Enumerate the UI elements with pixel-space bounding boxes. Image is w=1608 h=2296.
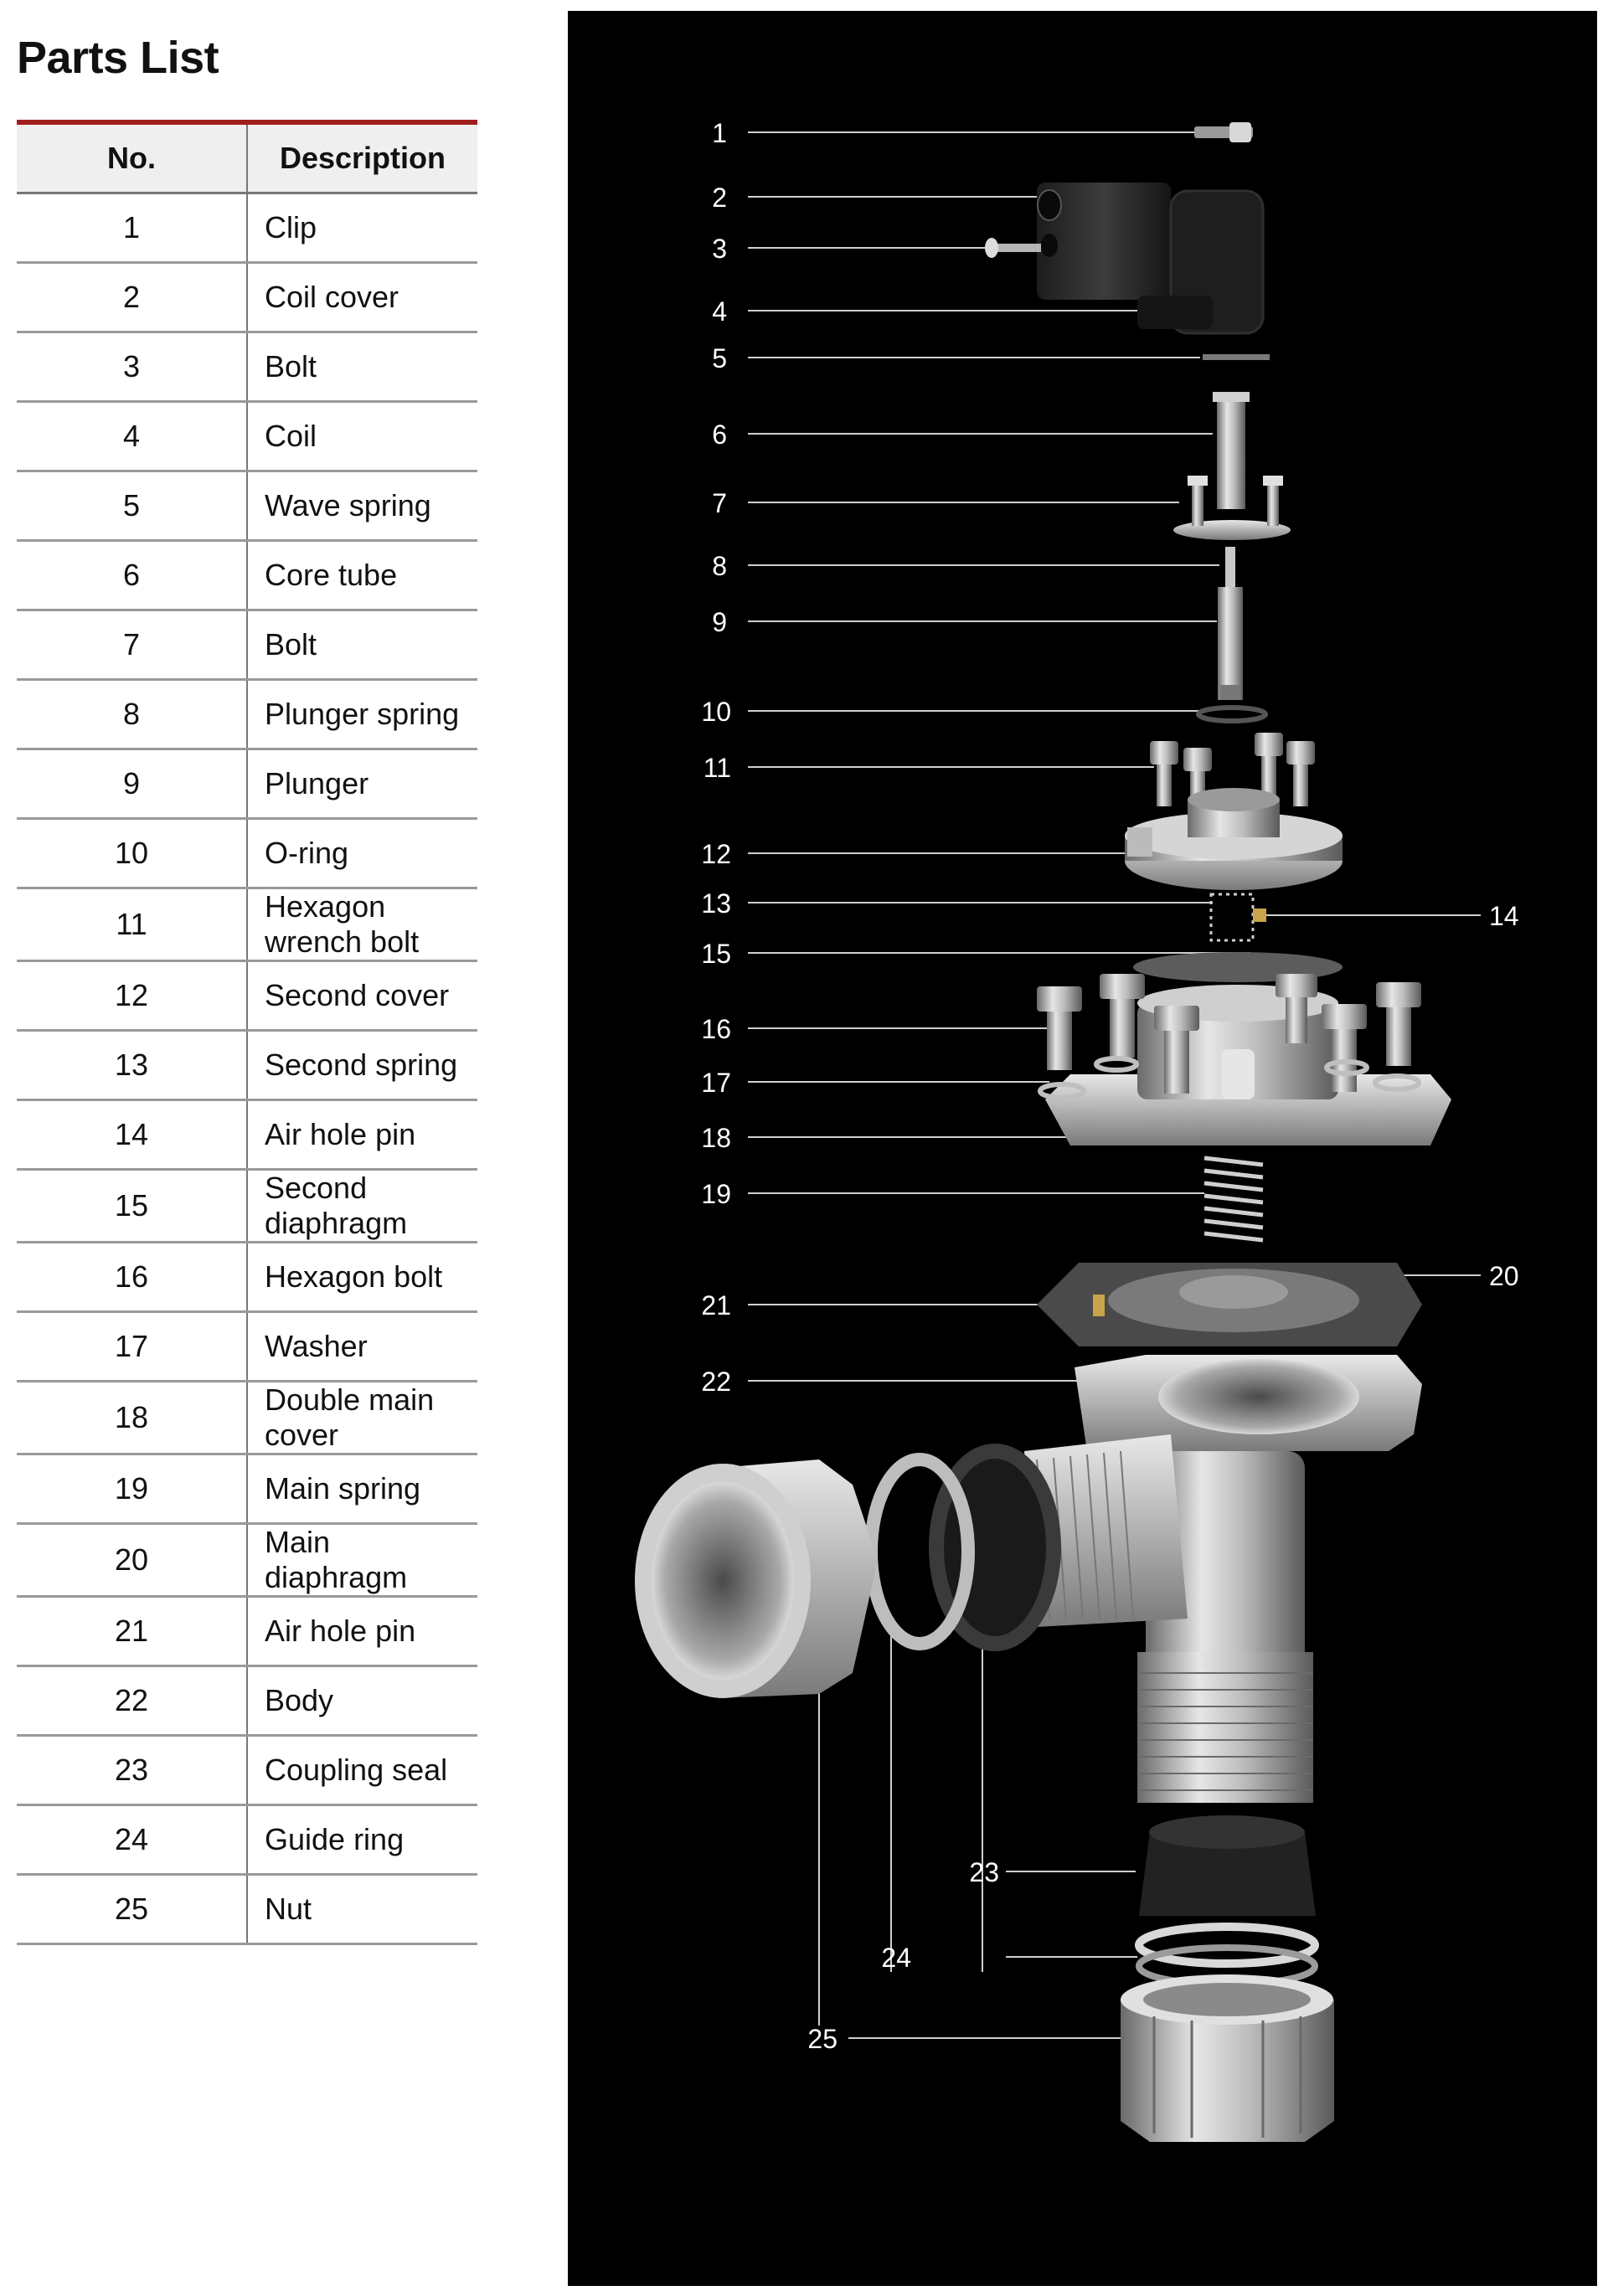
- callout-15: 15: [701, 939, 731, 969]
- table-row: [17, 1454, 477, 1524]
- part-number-cell: 7: [17, 610, 247, 680]
- callout-13: 13: [701, 888, 731, 919]
- part-description-cell: Hexagon bolt: [247, 1243, 477, 1312]
- part-number-cell: 15: [17, 1170, 247, 1243]
- table-row: [17, 610, 477, 680]
- table-row: [17, 1170, 477, 1243]
- callout-7: 7: [712, 488, 727, 518]
- callout-18: 18: [701, 1123, 731, 1153]
- callout-23: 23: [969, 1857, 999, 1887]
- part-description-cell: Coil: [247, 402, 477, 471]
- part-number-cell: 25: [17, 1875, 247, 1944]
- callout-20: 20: [1489, 1261, 1519, 1291]
- part-coupling-seal-vertical: [1139, 1815, 1316, 1916]
- table-row: [17, 402, 477, 471]
- part-description-cell: Hexagon wrench bolt: [247, 888, 477, 961]
- table-body: [17, 193, 477, 1944]
- part-number-cell: 21: [17, 1597, 247, 1666]
- part-description-cell: Wave spring: [247, 471, 477, 541]
- table-row: [17, 1031, 477, 1100]
- callout-19: 19: [701, 1179, 731, 1209]
- part-description-cell: Bolt: [247, 332, 477, 402]
- part-wave-spring: [1203, 354, 1270, 360]
- part-number-cell: 10: [17, 819, 247, 888]
- column-header-description: Description: [247, 122, 477, 193]
- part-description-cell: Clip: [247, 193, 477, 263]
- callout-1: 1: [712, 118, 727, 148]
- part-description-cell: Body: [247, 1666, 477, 1736]
- part-description-cell: Second diaphragm: [247, 1170, 477, 1243]
- callout-25: 25: [807, 2024, 838, 2054]
- table-row: [17, 1666, 477, 1736]
- part-description-cell: Double main cover: [247, 1382, 477, 1454]
- table-row: [17, 1243, 477, 1312]
- table-row: [17, 332, 477, 402]
- part-number-cell: 18: [17, 1382, 247, 1454]
- callout-14: 14: [1489, 901, 1519, 931]
- part-number-cell: 4: [17, 402, 247, 471]
- part-description-cell: Main spring: [247, 1454, 477, 1524]
- part-nut-vertical: [1121, 1974, 1334, 2142]
- table-row: [17, 1524, 477, 1597]
- part-number-cell: 16: [17, 1243, 247, 1312]
- part-o-ring: [1198, 708, 1265, 721]
- part-number-cell: 8: [17, 680, 247, 749]
- part-description-cell: Guide ring: [247, 1805, 477, 1875]
- part-core-tube: [1213, 392, 1250, 509]
- table-row: [17, 193, 477, 263]
- callout-24: 24: [881, 1943, 911, 1973]
- callout-17: 17: [701, 1068, 731, 1098]
- callout-16: 16: [701, 1014, 731, 1044]
- callout-4: 4: [712, 296, 727, 327]
- part-body: [1024, 1355, 1422, 1803]
- part-number-cell: 17: [17, 1312, 247, 1382]
- callout-3: 3: [712, 234, 727, 264]
- part-nut-horizontal: [635, 1459, 878, 1698]
- part-number-cell: 3: [17, 332, 247, 402]
- page-title: Parts List: [17, 33, 219, 83]
- part-number-cell: 9: [17, 749, 247, 819]
- part-number-cell: 20: [17, 1524, 247, 1597]
- table-row: [17, 749, 477, 819]
- part-number-cell: 13: [17, 1031, 247, 1100]
- part-description-cell: Main diaphragm: [247, 1524, 477, 1597]
- part-main-diaphragm: [1037, 1263, 1422, 1346]
- callout-21: 21: [701, 1290, 731, 1320]
- column-header-no: No.: [17, 122, 247, 193]
- table-row: [17, 1875, 477, 1944]
- part-number-cell: 14: [17, 1100, 247, 1170]
- part-description-cell: Plunger: [247, 749, 477, 819]
- part-main-spring: [1204, 1158, 1263, 1240]
- part-description-cell: Air hole pin: [247, 1597, 477, 1666]
- part-description-cell: Coupling seal: [247, 1736, 477, 1805]
- part-number-cell: 5: [17, 471, 247, 541]
- exploded-view-svg: [568, 11, 1597, 2286]
- table-row: [17, 961, 477, 1031]
- callout-22: 22: [701, 1367, 731, 1397]
- part-description-cell: Plunger spring: [247, 680, 477, 749]
- part-second-spring: [1211, 894, 1266, 940]
- callout-2: 2: [712, 183, 727, 213]
- table-row: [17, 819, 477, 888]
- part-clip: [1194, 122, 1253, 142]
- exploded-view-diagram: [568, 11, 1597, 2286]
- part-description-cell: Second spring: [247, 1031, 477, 1100]
- table-row: [17, 1382, 477, 1454]
- part-number-cell: 19: [17, 1454, 247, 1524]
- callout-6: 6: [712, 420, 727, 450]
- table-row: [17, 680, 477, 749]
- table-row: [17, 888, 477, 961]
- callout-12: 12: [701, 839, 731, 869]
- callout-9: 9: [712, 607, 727, 637]
- part-description-cell: Second cover: [247, 961, 477, 1031]
- part-number-cell: 2: [17, 263, 247, 332]
- table-row: [17, 1805, 477, 1875]
- table-row: [17, 1100, 477, 1170]
- callout-5: 5: [712, 343, 727, 373]
- callout-10: 10: [701, 697, 731, 727]
- part-description-cell: Washer: [247, 1312, 477, 1382]
- table-row: [17, 541, 477, 610]
- part-description-cell: Coil cover: [247, 263, 477, 332]
- part-number-cell: 22: [17, 1666, 247, 1736]
- part-description-cell: Core tube: [247, 541, 477, 610]
- table-row: [17, 1736, 477, 1805]
- part-description-cell: Bolt: [247, 610, 477, 680]
- part-number-cell: 6: [17, 541, 247, 610]
- table-row: [17, 1312, 477, 1382]
- parts-table: [17, 120, 477, 1945]
- table-row: [17, 471, 477, 541]
- part-number-cell: 12: [17, 961, 247, 1031]
- part-description-cell: Air hole pin: [247, 1100, 477, 1170]
- part-number-cell: 24: [17, 1805, 247, 1875]
- callout-8: 8: [712, 551, 727, 581]
- part-number-cell: 11: [17, 888, 247, 961]
- part-bolt-coil: [985, 238, 1041, 258]
- part-number-cell: 1: [17, 193, 247, 263]
- part-description-cell: O-ring: [247, 819, 477, 888]
- table-row: [17, 263, 477, 332]
- part-number-cell: 23: [17, 1736, 247, 1805]
- table-row: [17, 1597, 477, 1666]
- table-header-row: [17, 122, 477, 193]
- part-plunger: [1218, 547, 1243, 700]
- part-description-cell: Nut: [247, 1875, 477, 1944]
- callout-11: 11: [703, 753, 731, 783]
